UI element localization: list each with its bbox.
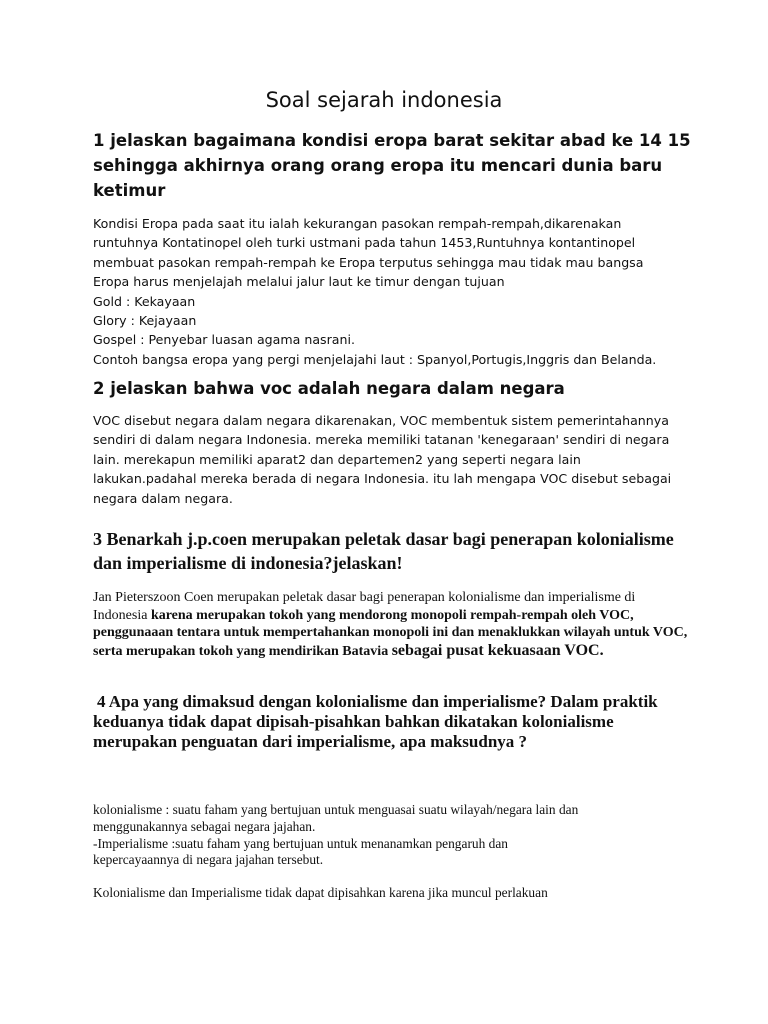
answer-4-continuation: Kolonialisme dan Imperialisme tidak dapat dipisahkan karena jika muncul perlakuan xyxy=(93,885,548,900)
answer-2-line: negara dalam negara. xyxy=(93,490,233,506)
answer-1-line: membuat pasokan rempah-rempah ke Eropa terputus sehingga mau tidak mau bangsa xyxy=(93,254,644,270)
answer-2 xyxy=(93,411,693,508)
question-3-heading: 3 Benarkah j.p.coen merupakan peletak dasar bagi penerapan kolonialisme dan imperialisme di indonesia?jelaskan! xyxy=(93,529,674,573)
question-4-heading xyxy=(93,692,693,752)
answer-4-line: -Imperialisme :suatu faham yang bertujuan untuk menanamkan pengaruh dan xyxy=(93,835,508,851)
answer-1 xyxy=(93,214,693,369)
question-1-heading: 1 jelaskan bagaimana kondisi eropa barat sekitar abad ke 14 15 sehingga akhirnya orang orang eropa itu mencari dunia baru ketimur xyxy=(93,131,691,200)
question-4-heading-text: 4 Apa yang dimaksud dengan kolonialisme dan imperialisme? Dalam praktik keduanya tidak dapat dipisah-pisahkan bahkan dikatakan kolonialisme merupakan penguatan dari imperialisme, apa maksudnya ? xyxy=(93,692,658,751)
answer-2-line: VOC disebut negara dalam negara dikarenakan, VOC membentuk sistem pemerintahannya xyxy=(93,413,669,428)
answer-1-line: Glory : Kejayaan xyxy=(93,313,197,329)
answer-1-line: runtuhnya Kontatinopel oleh turki ustmani pada tahun 1453,Runtuhnya kontantinopel xyxy=(93,235,636,251)
answer-3-regular-text: Jan Pieterszoon Coen merupakan peletak dasar bagi penerapan kolonialisme dan imperialisme di Indonesia xyxy=(93,590,636,623)
answer-1-line: Eropa harus menjelajah melalui jalur laut ke timur dengan tujuan xyxy=(93,274,505,290)
answer-1-line: Gold : Kekayaan xyxy=(93,293,196,309)
answer-4-line: menggunakannya sebagai negara jajahan. xyxy=(93,818,316,834)
answer-2-line: sendiri di dalam negara Indonesia. mereka memiliki tatanan 'kenegaraan' sendiri di negara xyxy=(93,432,670,448)
answer-3-bold-large-text: sebagai pusat kekuasaan VOC. xyxy=(391,641,604,659)
answer-2-line: lain. merekapun memiliki aparat2 dan departemen2 yang seperti negara lain xyxy=(93,451,581,467)
answer-1-line: Gospel : Penyebar luasan agama nasrani. xyxy=(93,332,356,348)
page-title: Soal sejarah indonesia xyxy=(265,88,503,112)
answer-2-line: lakukan.padahal mereka berada di negara Indonesia. itu lah mengapa VOC disebut sebagai xyxy=(93,471,672,487)
answer-3-bold-text: karena merupakan tokoh yang mendorong monopoli rempah-rempah oleh VOC, penggunaaan tentara untuk mempertahankan monopoli ini dan menaklukkan wilayah untuk VOC, serta merupakan tokoh yang mendirikan Batavia xyxy=(93,607,688,659)
answer-1-line: Contoh bangsa eropa yang pergi menjelajahi laut : Spanyol,Portugis,Inggris dan Belanda. xyxy=(93,351,657,367)
answer-3 xyxy=(93,589,693,660)
answer-1-line: Kondisi Eropa pada saat itu ialah kekurangan pasokan rempah-rempah,dikarenakan xyxy=(93,216,622,231)
answer-4-line: kolonialisme : suatu faham yang bertujuan untuk menguasai suatu wilayah/negara lain dan xyxy=(93,802,579,817)
answer-4 xyxy=(93,802,693,869)
answer-4-line: kepercayaannya di negara jajahan tersebut. xyxy=(93,852,324,868)
question-2-heading: 2 jelaskan bahwa voc adalah negara dalam negara xyxy=(93,379,565,398)
